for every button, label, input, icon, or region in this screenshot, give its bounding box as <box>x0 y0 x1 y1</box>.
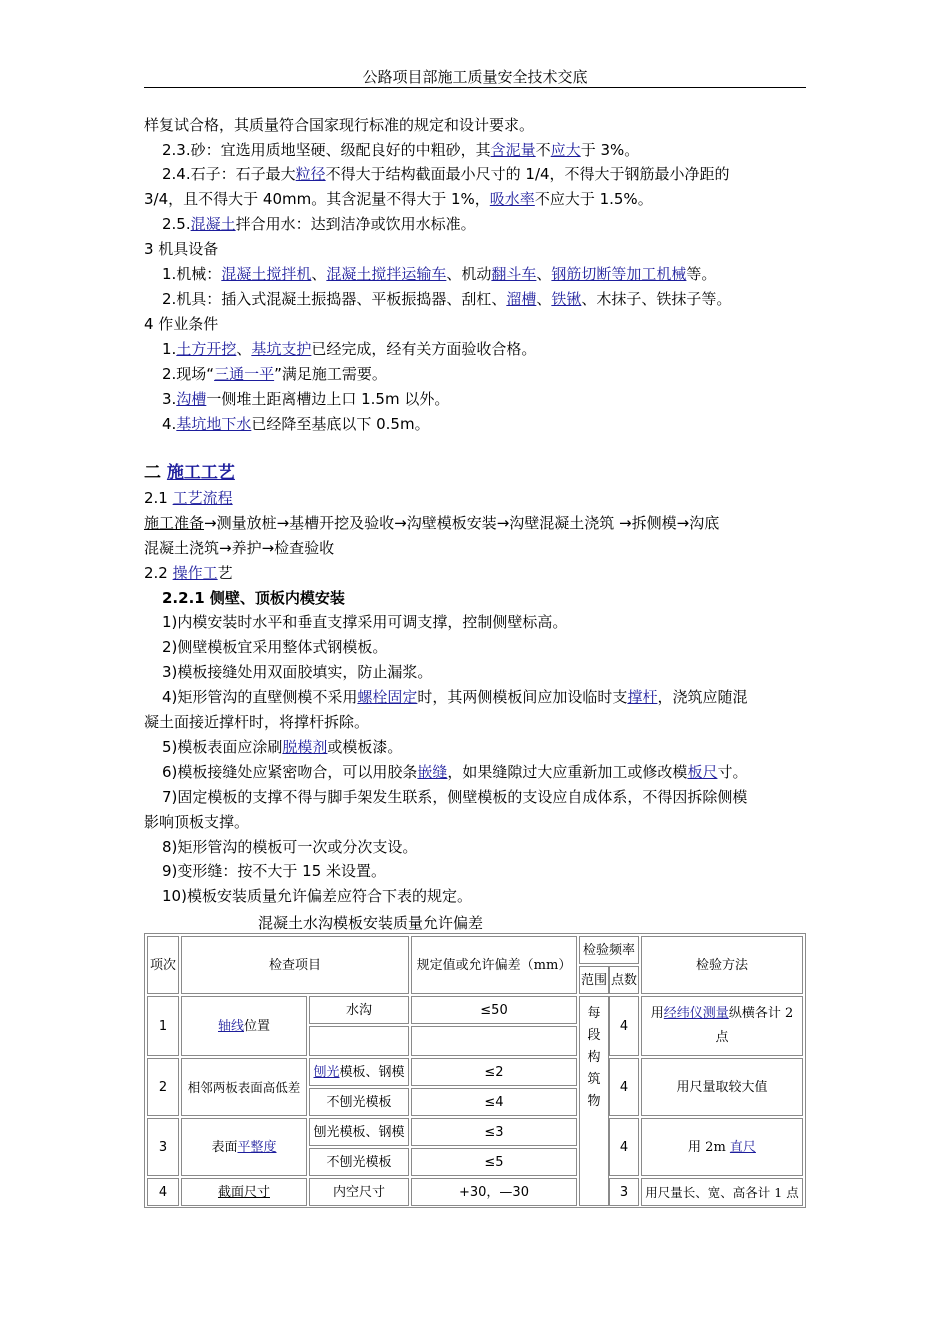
row2-item: 相邻两板表面高低差 <box>181 1058 307 1116</box>
text: 6)模板接缝处应紧密吻合，可以用胶条 <box>162 763 418 781</box>
row4-no: 4 <box>147 1178 179 1206</box>
header-method: 检验方法 <box>641 936 803 994</box>
text: 表面 <box>211 1139 238 1155</box>
link-operation[interactable]: 操作工 <box>172 564 218 582</box>
text: 时，其两侧模板间应加设临时支 <box>417 688 628 706</box>
row3-tol1: ≤3 <box>411 1118 577 1146</box>
text: 、木抹子、铁抹子等。 <box>581 290 732 308</box>
section-title <box>144 462 808 484</box>
text-line <box>144 189 808 209</box>
text-line <box>162 687 826 707</box>
link-excavation[interactable]: 土方开挖 <box>176 340 237 358</box>
row2-no: 2 <box>147 1058 179 1116</box>
link-caulking[interactable]: 嵌缝 <box>417 763 448 781</box>
row3-tol2: ≤5 <box>411 1148 577 1176</box>
text-line <box>162 140 826 160</box>
text: 1. <box>162 340 177 358</box>
row3-no: 3 <box>147 1118 179 1176</box>
link-mud-content[interactable]: 含泥量 <box>490 141 536 159</box>
row2-count: 4 <box>609 1058 639 1116</box>
text: 一侧堆土距离槽边上口 1.5m 以外。 <box>206 390 450 408</box>
row1-count: 4 <box>609 996 639 1056</box>
link-planed[interactable]: 刨光 <box>313 1064 340 1080</box>
row3-sub2: 不刨光模板 <box>309 1148 409 1176</box>
text: 不应大于 1.5%。 <box>534 190 653 208</box>
text: 、 <box>536 290 552 308</box>
text: 、 <box>536 265 552 283</box>
row3-item <box>181 1118 307 1176</box>
range-merged <box>579 996 609 1206</box>
text: 拌合用水：达到洁净或饮用水标准。 <box>235 215 476 233</box>
header-no: 项次 <box>147 936 179 994</box>
text: 用 <box>650 1006 664 1021</box>
text: 位置 <box>244 1018 271 1034</box>
text: 2.1 <box>144 489 173 507</box>
link-chute[interactable]: 溜槽 <box>506 290 537 308</box>
method-line: 点 <box>715 1030 729 1045</box>
text: 等。 <box>686 265 717 283</box>
link-flatness[interactable]: 平整度 <box>237 1139 277 1155</box>
link-dump-truck[interactable]: 翻斗车 <box>491 265 537 283</box>
text: 艺 <box>217 564 233 582</box>
range-char: 构 <box>587 1050 601 1065</box>
text: 2.现场“ <box>162 365 215 383</box>
link-section-size[interactable]: 截面尺寸 <box>217 1184 270 1200</box>
text: 2.机具：插入式混凝土振捣器、平板振捣器、刮杠、 <box>162 290 507 308</box>
text: ，如果缝隙过大应重新加工或修改模 <box>447 763 688 781</box>
text-line <box>162 289 826 309</box>
subsection-title: 2.2.1 侧壁、顶板内模安装 <box>162 589 345 607</box>
link-particle-size[interactable]: 粒径 <box>295 165 326 183</box>
text: 3. <box>162 390 177 408</box>
row4-count: 3 <box>609 1178 639 1206</box>
range-char: 筑 <box>587 1072 601 1087</box>
text-line <box>162 339 826 359</box>
text-line <box>162 414 826 434</box>
row4-sub: 内空尺寸 <box>309 1178 409 1206</box>
row2-sub2: 不刨光模板 <box>309 1088 409 1116</box>
row2-sub1 <box>309 1058 409 1086</box>
link-concrete-truck[interactable]: 混凝土搅拌运输车 <box>326 265 447 283</box>
link-shovel[interactable]: 铁锹 <box>551 290 582 308</box>
text-line <box>162 389 826 409</box>
text-line <box>162 364 826 384</box>
text: 4. <box>162 415 177 433</box>
text: 纵横各计 2 <box>728 1006 794 1021</box>
link-concrete[interactable]: 混凝土 <box>190 215 236 233</box>
text-line: 8)矩形管沟的模板可一次或分次支设。 <box>162 838 418 856</box>
text: 4)矩形管沟的直壁侧模不采用 <box>162 688 358 706</box>
section-heading: 3 机具设备 <box>144 240 219 258</box>
link-straightedge[interactable]: 直尺 <box>729 1139 756 1155</box>
text-line: 9)变形缝：按不大于 15 米设置。 <box>162 862 387 880</box>
text: 、 <box>236 340 252 358</box>
text: 不 <box>535 141 551 159</box>
header-count: 点数 <box>609 966 639 994</box>
text: 、机动 <box>446 265 492 283</box>
text-line <box>144 115 808 135</box>
link-construction-process[interactable]: 施工工艺 <box>166 463 235 483</box>
text: 、 <box>311 265 327 283</box>
text: 5)模板表面应涂刷 <box>162 738 283 756</box>
text: 二 <box>144 463 167 483</box>
row4-tol: +30，—30 <box>411 1178 577 1206</box>
text: 模板、钢模 <box>339 1064 405 1080</box>
range-char: 物 <box>587 1094 601 1109</box>
text-line <box>162 164 826 184</box>
text-line <box>162 762 826 782</box>
text: 2.4.石子：石子最大 <box>162 165 296 183</box>
text-line: 影响顶板支撑。 <box>144 813 250 831</box>
text-line <box>144 488 808 508</box>
header-tolerance: 规定值或允许偏差（mm） <box>411 936 577 994</box>
text: 寸。 <box>717 763 748 781</box>
row3-count: 4 <box>609 1118 639 1176</box>
text: 2.3.砂：宜选用质地坚硬、级配良好的中粗砂，其 <box>162 141 491 159</box>
text: 不得大于结构截面最小尺寸的 1/4，不得大于钢筋最小净距的 <box>325 165 730 183</box>
header-range: 范围 <box>579 966 609 994</box>
text-line: 凝土面接近撑杆时，将撑杆拆除。 <box>144 713 370 731</box>
text-line <box>144 513 808 533</box>
text-line: 7)固定模板的支撑不得与脚手架发生联系，侧壁模板的支设应自成体系，不得因拆除侧模 <box>162 788 748 806</box>
row2-tol1: ≤2 <box>411 1058 577 1086</box>
range-char: 段 <box>587 1028 601 1043</box>
link-process-flow[interactable]: 工艺流程 <box>172 489 233 507</box>
text: 于 3%。 <box>580 141 640 159</box>
text-line: 混凝土浇筑→养护→检查验收 <box>144 539 335 557</box>
link-rebar-machines[interactable]: 钢筋切断等加工机械 <box>551 265 687 283</box>
row1-method <box>641 996 803 1056</box>
link-trench[interactable]: 沟槽 <box>176 390 207 408</box>
link-bolt-fixing[interactable]: 螺栓固定 <box>357 688 418 706</box>
text-line <box>144 563 808 583</box>
text-line <box>162 264 826 284</box>
text: →测量放桩→基槽开挖及验收→沟壁模板安装→沟壁混凝土浇筑 →拆侧模→沟底 <box>204 514 720 532</box>
row4-method: 用尺量长、宽、高各计 1 点 <box>641 1178 803 1206</box>
text: 2.5. <box>162 215 191 233</box>
row3-method <box>641 1118 803 1176</box>
header-rule <box>144 87 806 88</box>
text-line: 3)模板接缝处用双面胶填实，防止漏浆。 <box>162 663 433 681</box>
text-line <box>162 214 826 234</box>
text: 已经降至基底以下 0.5m。 <box>251 415 430 433</box>
method-line <box>651 1002 793 1026</box>
text-line: 1)内模安装时水平和垂直支撑采用可调支撑，控制侧壁标高。 <box>162 613 568 631</box>
text: 或模板漆。 <box>327 738 403 756</box>
text: 已经完成，经有关方面验收合格。 <box>311 340 537 358</box>
row1-tol2-empty <box>411 1026 577 1056</box>
row1-item <box>181 996 307 1056</box>
header-item: 检查项目 <box>181 936 409 994</box>
link-should-exceed[interactable]: 应大 <box>550 141 581 159</box>
row2-tol2: ≤4 <box>411 1088 577 1116</box>
page-header: 公路项目部施工质量安全技术交底 <box>362 68 588 86</box>
row1-sub1: 水沟 <box>309 996 409 1024</box>
text: 2.2 <box>144 564 173 582</box>
tolerance-table <box>144 933 806 1208</box>
link-release-agent[interactable]: 脱模剂 <box>282 738 328 756</box>
range-char: 每 <box>587 1006 601 1021</box>
row1-sub2-empty <box>309 1026 409 1056</box>
text: 用 2m <box>688 1139 730 1155</box>
text-line <box>162 737 826 757</box>
text-line: 10)模板安装质量允许偏差应符合下表的规定。 <box>162 887 472 905</box>
text: 3/4，且不得大于 40mm。其含泥量不得大于 1%， <box>144 190 490 208</box>
row1-tol1: ≤50 <box>411 996 577 1024</box>
link-groundwater[interactable]: 基坑地下水 <box>176 415 252 433</box>
text: 样复试合格，其质量符合国家现行标准的规定和设计要求。 <box>144 116 535 134</box>
row4-item <box>181 1178 307 1206</box>
text-line: 2)侧壁模板宜采用整体式钢模板。 <box>162 638 388 656</box>
row3-sub1: 刨光模板、钢模 <box>309 1118 409 1146</box>
row1-no: 1 <box>147 996 179 1056</box>
text: ”满足施工需要。 <box>274 365 387 383</box>
link-water-absorption[interactable]: 吸水率 <box>489 190 535 208</box>
link-pit-support[interactable]: 基坑支护 <box>251 340 312 358</box>
link-theodolite[interactable]: 经纬仪测量 <box>663 1006 729 1021</box>
text: ，浇筑应随混 <box>657 688 748 706</box>
table-caption: 混凝土水沟模板安装质量允许偏差 <box>258 914 484 932</box>
link-preparation[interactable]: 施工准备 <box>144 514 205 532</box>
link-board-size[interactable]: 板尺 <box>687 763 718 781</box>
link-strut[interactable]: 撑杆 <box>627 688 658 706</box>
header-frequency: 检验频率 <box>579 936 639 964</box>
link-axis[interactable]: 轴线 <box>217 1018 244 1034</box>
link-concrete-mixer[interactable]: 混凝土搅拌机 <box>221 265 312 283</box>
text: 1.机械： <box>162 265 222 283</box>
row2-method: 用尺量取较大值 <box>641 1058 803 1116</box>
link-three-one[interactable]: 三通一平 <box>214 365 275 383</box>
section-heading: 4 作业条件 <box>144 315 219 333</box>
